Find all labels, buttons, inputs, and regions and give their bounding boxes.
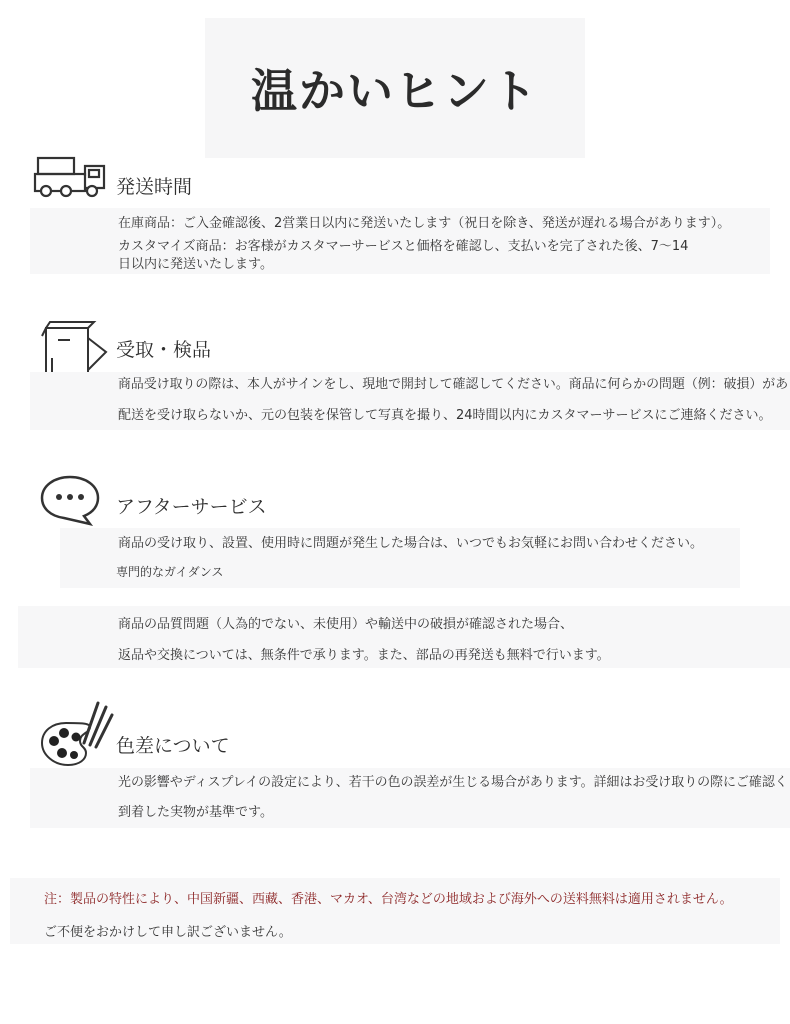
after-service-line-4: 返品や交換については、無条件で承ります。また、部品の再発送も無料で行います。 (118, 648, 610, 663)
apology-note: ご不便をおかけして申し訳ございません。 (44, 925, 292, 940)
after-service-line-3: 商品の品質問題（人為的でない、未使用）や輸送中の破損が確認された場合、 (118, 617, 574, 632)
receiving-line-1: 商品受け取りの際は、本人がサインをし、現地で開封して確認してください。商品に何らかの問題（例：破損）があ (118, 377, 789, 392)
section-heading-color: 色差について (116, 735, 230, 757)
shipping-line-3: 日以内に発送いたします。 (118, 257, 273, 272)
section-heading-after-service: アフターサービス (116, 496, 267, 518)
color-line-1: 光の影響やディスプレイの設定により、若干の色の誤差が生じる場合があります。詳細はお受け取りの際にご確認く (118, 775, 788, 790)
after-service-line-2: 専門的なガイダンス (116, 565, 224, 579)
shipping-restriction-note: 注：製品の特性により、中国新疆、西藏、香港、マカオ、台湾などの地域および海外への送料無料は適用されません。 (44, 892, 733, 907)
section-heading-receiving: 受取・検品 (116, 339, 212, 361)
speech-bubble-icon (40, 474, 104, 528)
page-title: 温かいヒント (205, 18, 585, 158)
color-line-2: 到着した実物が基準です。 (118, 805, 273, 820)
section-heading-shipping: 発送時間 (116, 176, 193, 198)
palette-icon (40, 697, 116, 769)
receiving-line-2: 配送を受け取らないか、元の包装を保管して写真を撮り、24時間以内にカスタマーサービスにご連絡ください。 (118, 408, 772, 423)
truck-icon (34, 155, 110, 199)
shipping-line-1: 在庫商品：ご入金確認後、2営業日以内に発送いたします（祝日を除き、発送が遅れる場合があります）。 (118, 216, 731, 231)
after-service-line-1: 商品の受け取り、設置、使用時に問題が発生した場合は、いつでもお気軽にお問い合わせください。 (118, 536, 704, 551)
shipping-line-2: カスタマイズ商品：お客様がカスタマーサービスと価格を確認し、支払いを完了された後、7〜14 (118, 239, 689, 254)
